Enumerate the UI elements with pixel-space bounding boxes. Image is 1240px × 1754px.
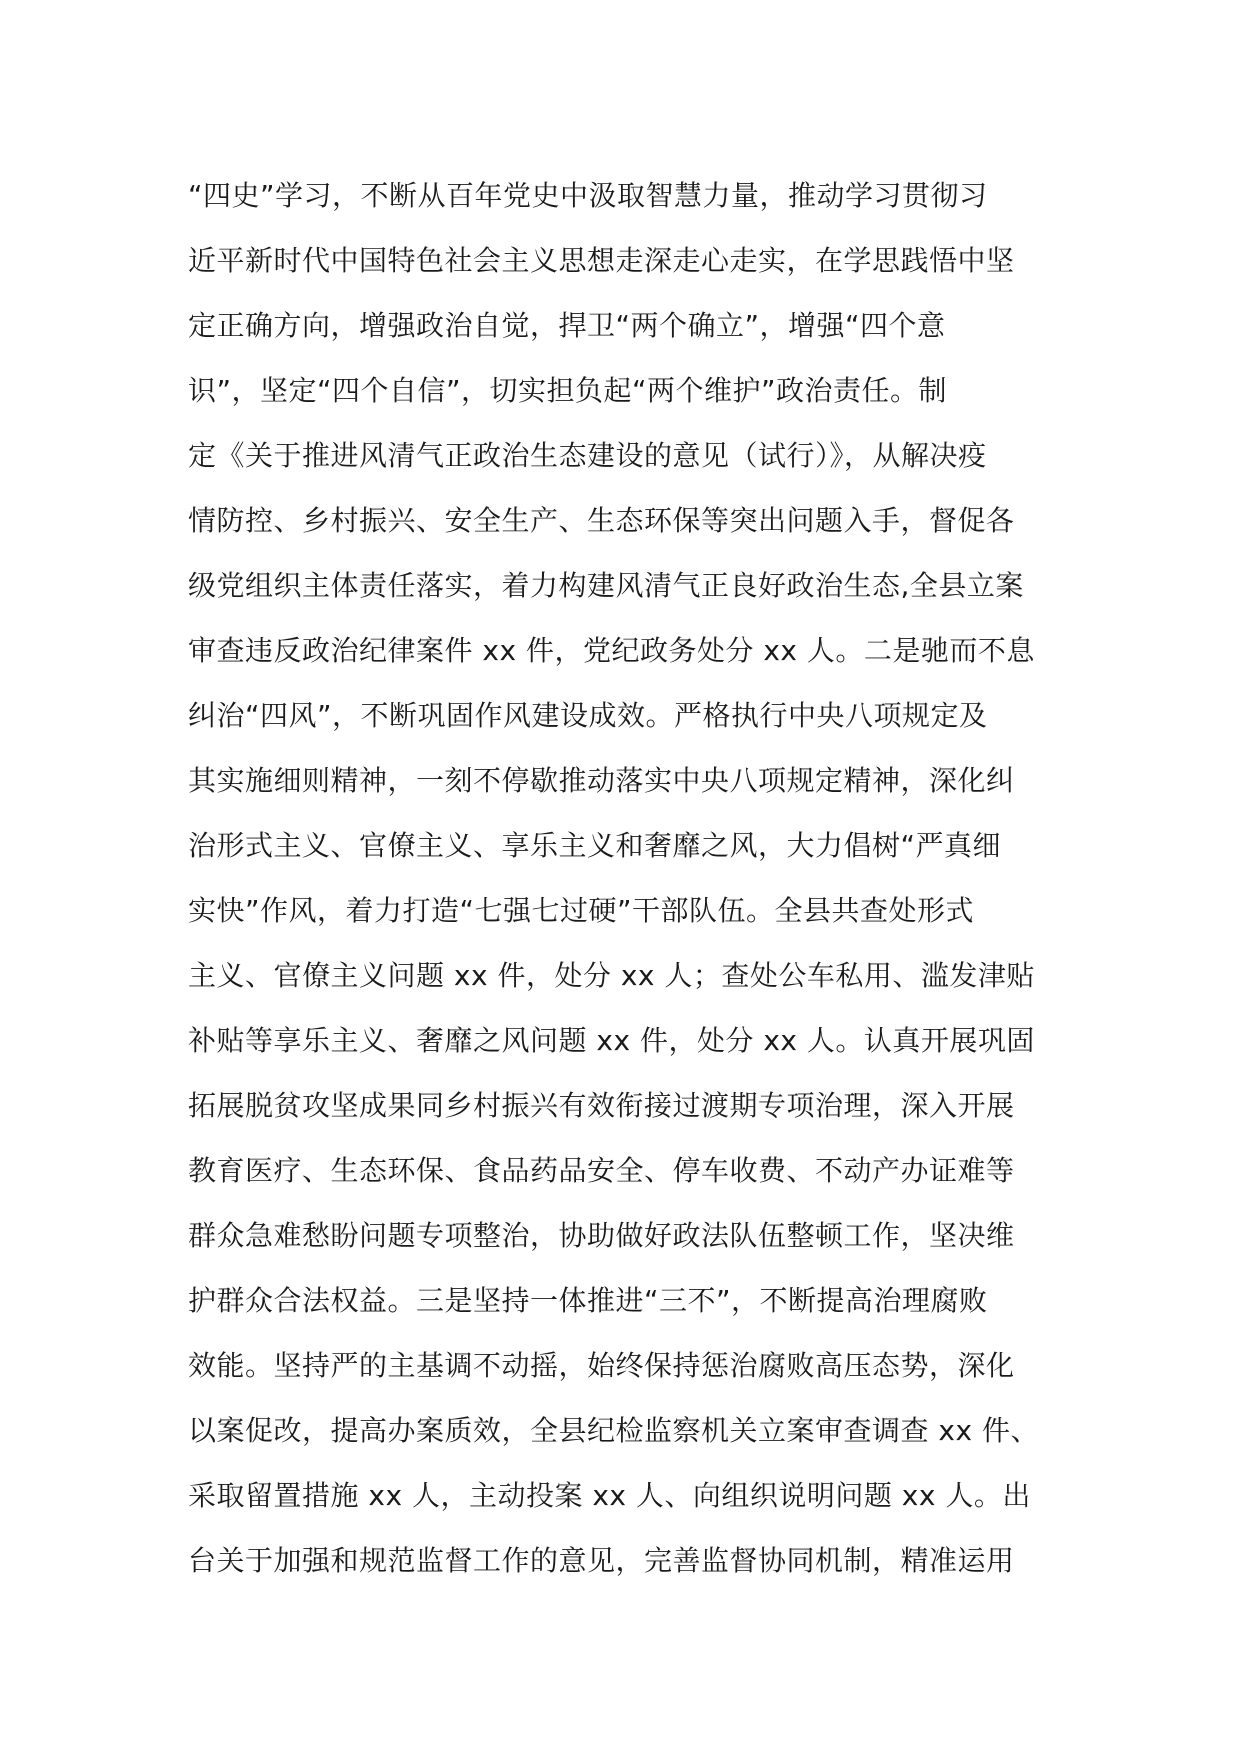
text-line: 拓展脱贫攻坚成果同乡村振兴有效衔接过渡期专项治理，深入开展 [188,1089,1015,1122]
text-line: 纠治“四风”，不断巩固作风建设成效。严格执行中央八项规定及 [188,699,988,732]
text-line: 群众急难愁盼问题专项整治，协助做好政法队伍整顿工作，坚决维 [188,1219,1015,1252]
text-line: 效能。坚持严的主基调不动摇，始终保持惩治腐败高压态势，深化 [188,1349,1015,1382]
text-line: 定正确方向，增强政治自觉，捍卫“两个确立”，增强“四个意 [188,309,946,342]
text-line: 近平新时代中国特色社会主义思想走深走心走实，在学思践悟中坚 [188,244,1015,277]
body-text [188,163,1068,1593]
text-line: 其实施细则精神，一刻不停歇推动落实中央八项规定精神，深化纠 [188,764,1015,797]
text-line: 护群众合法权益。三是坚持一体推进“三不”，不断提高治理腐败 [188,1284,988,1317]
text-line: 台关于加强和规范监督工作的意见，完善监督协同机制，精准运用 [188,1544,1015,1577]
text-line: 识”，坚定“四个自信”，切实担负起“两个维护”政治责任。制 [188,374,948,407]
text-line: 实快”作风，着力打造“七强七过硬”干部队伍。全县共查处形式 [188,894,975,927]
text-line: 补贴等享乐主义、奢靡之风问题 xx 件，处分 xx 人。认真开展巩固 [188,1024,1035,1057]
text-line: 级党组织主体责任落实，着力构建风清气正良好政治生态,全县立案 [188,569,1024,602]
text-line: 审查违反政治纪律案件 xx 件，党纪政务处分 xx 人。二是驰而不息 [188,634,1035,667]
text-line: 治形式主义、官僚主义、享乐主义和奢靡之风，大力倡树“严真细 [188,829,1002,862]
text-line: 教育医疗、生态环保、食品药品安全、停车收费、不动产办证难等 [188,1154,1015,1187]
text-line: 情防控、乡村振兴、安全生产、生态环保等突出问题入手，督促各 [188,504,1015,537]
text-line: 定《关于推进风清气正政治生态建设的意见（试行）》，从解决疫 [188,439,987,472]
text-line: 以案促改，提高办案质效，全县纪检监察机关立案审查调查 xx 件、 [188,1414,1039,1447]
text-line: 主义、官僚主义问题 xx 件，处分 xx 人；查处公车私用、滥发津贴 [188,959,1035,992]
text-line: “四史”学习，不断从百年党史中汲取智慧力量，推动学习贯彻习 [188,179,988,212]
text-line: 采取留置措施 xx 人，主动投案 xx 人、向组织说明问题 xx 人。出 [188,1479,1031,1512]
